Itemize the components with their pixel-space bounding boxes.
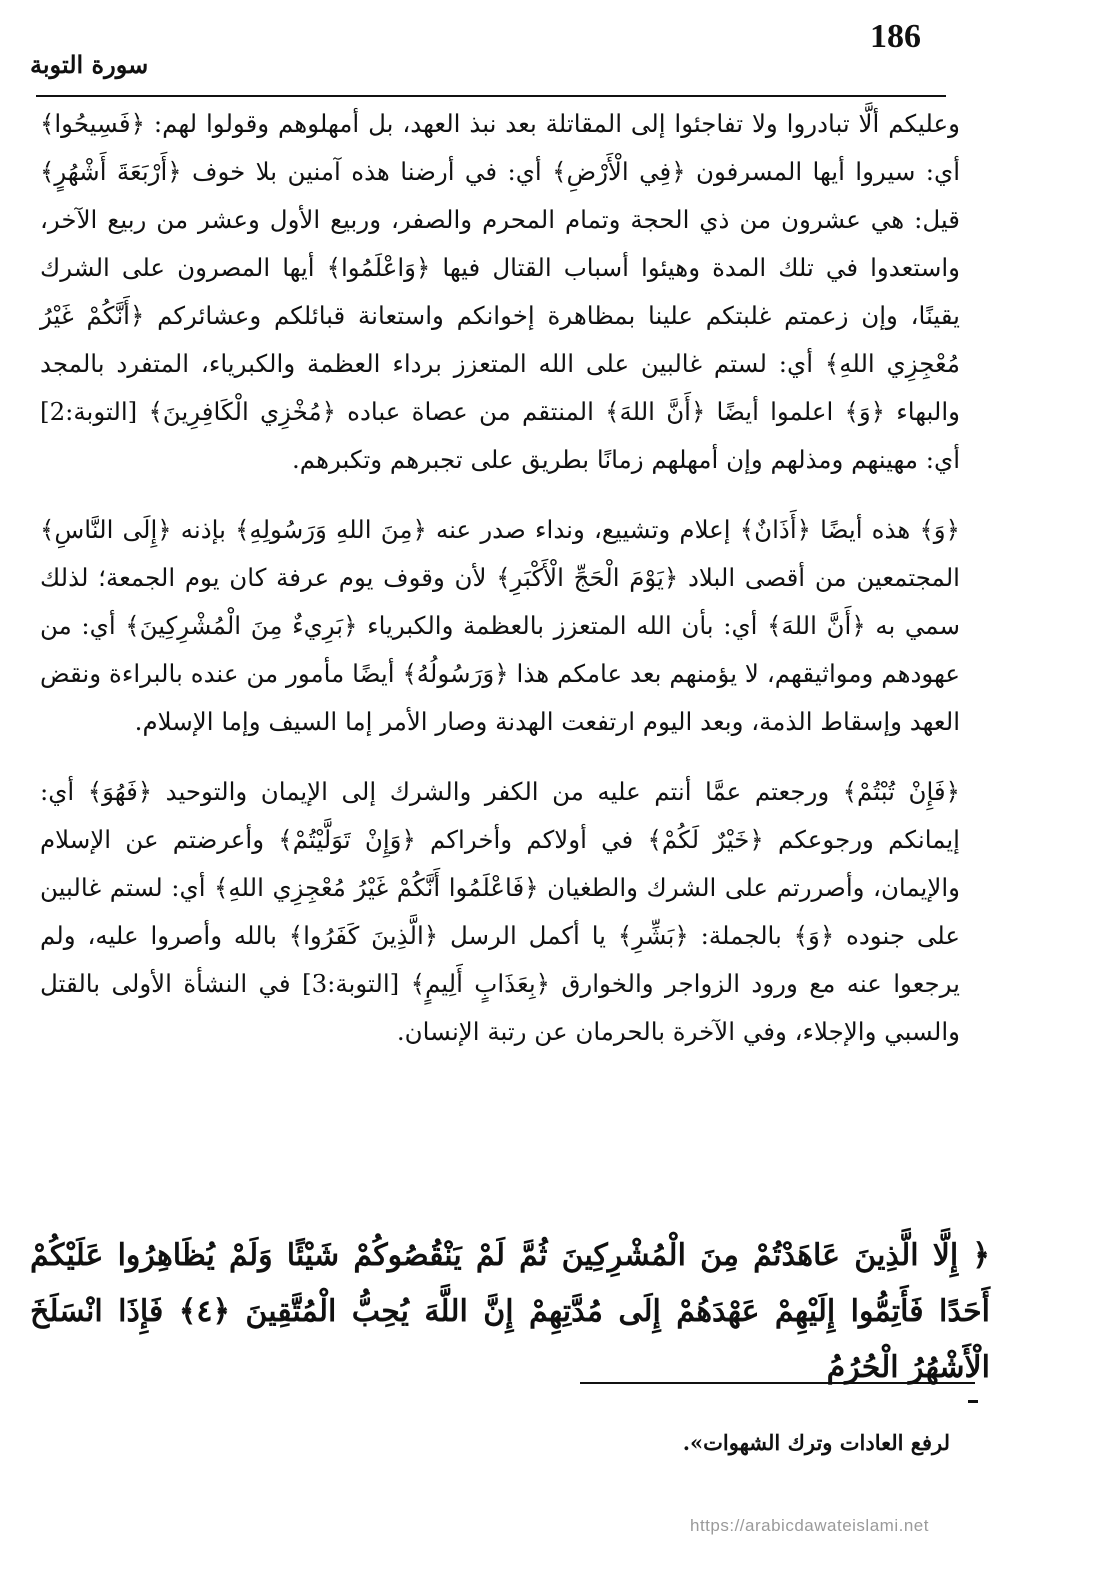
paragraph-1: وعليكم ألَّا تبادروا ولا تفاجئوا إلى المقاتلة بعد نبذ العهد، بل أمهلوهم وقولوا لهم: ﴿فَسِيحُوا﴾ أي: سيروا أيها المسرفون ﴿فِي الْأَرْضِ﴾ أي: في أرضنا هذه آمنين بلا خوف ﴿أَرْبَعَةَ أَشْهُرٍ﴾ قيل: هي عشرون من ذي الحجة وتمام المحرم والصفر، وربيع الأول وعشر من ربيع الآخر، واستعدوا في تلك المدة وهيئوا أسباب القتال فيها ﴿وَاعْلَمُوا﴾ أيها المصرون على الشرك يقينًا، وإن زعمتم غلبتكم علينا بمظاهرة إخوانكم واستعانة قبائلكم وعشائركم ﴿أَنَّكُمْ غَيْرُ مُعْجِزِي اللهِ﴾ أي: لستم غالبين على الله المتعزز برداء العظمة والكبرياء، المتفرد بالمجد والبهاء ﴿وَ﴾ اعلموا أيضًا ﴿أَنَّ اللهَ﴾ المنتقم من عصاة عباده ﴿مُخْزِي الْكَافِرِينَ﴾ [التوبة:2] أي: مهينهم ومذلهم وإن أمهلهم زمانًا بطريق على تجبرهم وتكبرهم. [40, 109, 961, 474]
page-number: 186 [870, 18, 921, 55]
footnote-divider [580, 1382, 975, 1384]
quran-verses: ﴿ إِلَّا الَّذِينَ عَاهَدْتُمْ مِنَ الْمُشْرِكِينَ ثُمَّ لَمْ يَنْقُصُوكُمْ شَيْئًا وَلَمْ يُظَاهِرُوا عَلَيْكُمْ أَحَدًا فَأَتِمُّوا إِلَيْهِمْ عَهْدَهُمْ إِلَى مُدَّتِهِمْ إِنَّ اللَّهَ يُحِبُّ الْمُتَّقِينَ ﴿٤﴾ فَإِذَا انْسَلَخَ الْأَشْهُرُ الْحُرُمُ [30, 1238, 991, 1385]
header-divider [36, 95, 946, 97]
footnote-dash [968, 1400, 978, 1403]
watermark-url: https://arabicdawateislami.net [690, 1516, 929, 1535]
main-text [40, 100, 960, 1078]
surah-title: سورة التوبة [30, 50, 149, 79]
paragraph-2: ﴿وَ﴾ هذه أيضًا ﴿أَذَانٌ﴾ إعلام وتشييع، ونداء صدر عنه ﴿مِنَ اللهِ وَرَسُولِهِ﴾ بإذنه ﴿إِلَى النَّاسِ﴾ المجتمعين من أقصى البلاد ﴿يَوْمَ الْحَجِّ الْأَكْبَرِ﴾ لأن وقوف يوم عرفة كان يوم الجمعة؛ لذلك سمي به ﴿أَنَّ اللهَ﴾ أي: بأن الله المتعزز بالعظمة والكبرياء ﴿بَرِيءٌ مِنَ الْمُشْرِكِينَ﴾ أي: من عهودهم ومواثيقهم، لا يؤمنهم بعد عامكم هذا ﴿وَرَسُولُهُ﴾ أيضًا مأمور من عنده بالبراءة ونقض العهد وإسقاط الذمة، وبعد اليوم ارتفعت الهدنة وصار الأمر إما السيف وإما الإسلام. [40, 515, 960, 736]
paragraph-3: ﴿فَإِنْ تُبْتُمْ﴾ ورجعتم عمَّا أنتم عليه من الكفر والشرك إلى الإيمان والتوحيد ﴿فَهُوَ﴾ أي: إيمانكم ورجوعكم ﴿خَيْرٌ لَكُمْ﴾ في أولاكم وأخراكم ﴿وَإِنْ تَوَلَّيْتُمْ﴾ وأعرضتم عن الإسلام والإيمان، وأصررتم على الشرك والطغيان ﴿فَاعْلَمُوا أَنَّكُمْ غَيْرُ مُعْجِزِي اللهِ﴾ أي: لستم غالبين على جنوده ﴿وَ﴾ بالجملة: ﴿بَشِّرِ﴾ يا أكمل الرسل ﴿الَّذِينَ كَفَرُوا﴾ بالله وأصروا عليه، ولم يرجعوا عنه مع ورود الزواجر والخوارق ﴿بِعَذَابٍ أَلِيمٍ﴾ [التوبة:3] في النشأة الأولى بالقتل والسبي والإجلاء، وفي الآخرة بالحرمان عن رتبة الإنسان. [40, 777, 961, 1046]
footnote-text: لرفع العادات وترك الشهوات». [682, 1430, 950, 1455]
